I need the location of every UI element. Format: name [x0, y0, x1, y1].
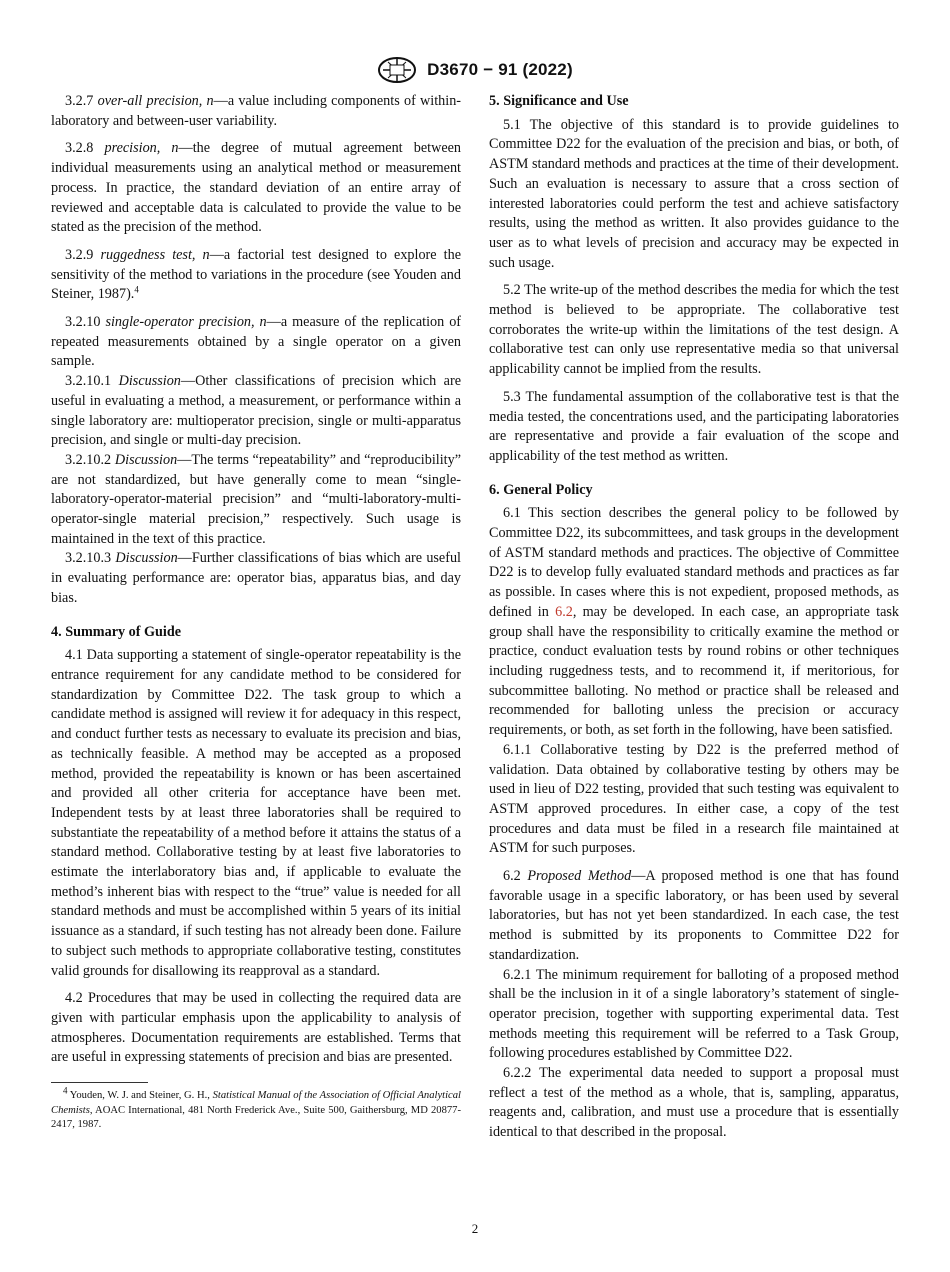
clause-text: —Other classifications of precision which are useful in evaluating a method, a measurement, or performance within a single laboratory are: multioperator precision, single or multi-apparatus precision, and single or multi-day precision.: [51, 373, 462, 449]
clause-5-2: 5.2 The write-up of the method describes the media for which the test method is believed to be appropriate. The collaborative test corroborates the write-up within the limitations of the test design. A collaborative test can only use representative media so that universal applicability cannot be implied from the results.: [489, 282, 899, 378]
footnote-4: [51, 1085, 461, 1133]
clause-3-2-10-1: [51, 372, 461, 451]
clause-3-2-10-3: [51, 549, 461, 608]
clause-3-2-10-2: [51, 451, 461, 550]
clause-3-2-9: [51, 246, 461, 305]
clause-number: 3.2.10.2: [65, 451, 112, 468]
discussion-label: Discussion: [114, 451, 178, 468]
footnote-title: Statistical Manual of the Association of Official Analytical Chemists: [51, 1090, 461, 1116]
clause-text: —Further classifications of bias which are useful in evaluating performance are: operator bias, apparatus bias, and day bias.: [51, 550, 461, 606]
clause-number: 3.2.10.1: [65, 373, 112, 390]
defined-term: single-operator precision, n: [105, 314, 267, 331]
clause-number: 6.2: [503, 868, 521, 885]
clause-4-2: 4.2 Procedures that may be used in collecting the required data are given with particular emphasis upon the applicability to analysis of atmospheres. Documentation requirements are established. Terms that are useful in expressing statements of precision and bias are presented.: [51, 990, 461, 1066]
clause-number: 3.2.9: [65, 246, 94, 263]
clause-3-2-10: [51, 313, 461, 372]
clause-6-1: [489, 504, 899, 740]
clause-text: —a measure of the replication of repeated measurements obtained by a single operator on a given sample.: [51, 314, 462, 370]
clause-text: —a value including components of within-laboratory and between-user variability.: [51, 93, 462, 129]
section-heading-6: 6. General Policy: [489, 481, 593, 498]
defined-term: precision, n: [104, 140, 179, 157]
clause-6-2: [489, 867, 899, 966]
left-column: [51, 92, 461, 1133]
clause-number: 3.2.8: [65, 140, 94, 157]
clause-4-1: 4.1 Data supporting a statement of single-operator repeatability is the entrance requirement for any candidate method to be considered for standardization by Committee D22. The task group to which a candidate method is assigned will review it for adequacy in this respect, and conduct further tests as necessary to evaluate its precision and bias, as technically feasible. A method may be accepted as a proposed method, provided the repeatability is known or has been ascertained and provided all other criteria for acceptance have been met. Independent tests by at least three laboratories shall be required to substantiate the repeatability of a method before it attains the status of a standard method. Collaborative testing by at least five laboratories to estimate the interlaboratory bias and, if applicable to evaluate the method’s inherent bias with respect to the “true” value is needed for all standard methods and must be accomplished within 5 years of its initial issuance as a standard, if such testing has not already been done. Failure to subject such methods to appropriate collaborative testing, constitutes valid grounds for disallowing its reapproval as a standard.: [51, 647, 461, 979]
defined-term: ruggedness test, n: [100, 246, 210, 263]
cross-reference-link[interactable]: 6.2: [555, 603, 573, 620]
right-column: [489, 92, 899, 1143]
page-header: [0, 56, 950, 84]
section-heading-4: 4. Summary of Guide: [51, 623, 182, 640]
footnote-reference[interactable]: 4: [134, 284, 139, 295]
clause-5-3: 5.3 The fundamental assumption of the collaborative test is that the media tested, the concentrations used, and the participating laboratories are representative and provide a fair evaluation of the scope and applicability of the test method as written.: [489, 388, 899, 464]
document-designation: D3670 − 91 (2022): [427, 60, 573, 79]
clause-text: —The terms “repeatability” and “reproducibility” are not standardized, but have generally come to mean “single-laboratory-operator-material precision” and “multi-laboratory-multi-operator-single material precision,” respectively. Such usage is maintained in the text of this practice.: [51, 451, 462, 547]
clause-text: —the degree of mutual agreement between individual measurements using an analytical method or measurement process. In practice, the standard deviation of an entire array of reviewed and acceptable data is calculated to provide the value to be stated as the precision of the method.: [51, 140, 462, 236]
footnote-number: 4: [63, 1085, 68, 1096]
clause-3-2-7: [51, 92, 461, 131]
clause-number: 3.2.10: [65, 314, 101, 331]
clause-text: —a factorial test designed to explore the sensitivity of the method to variations in the procedure (see Youden and Steiner, 1987).: [51, 246, 461, 303]
clause-5-1: 5.1 The objective of this standard is to provide guidelines to Committee D22 for the evaluation of the precision and bias, or both, of ASTM standard methods and practices at the time of their development. Such an evaluation is necessary to assure that a cross section of interested laboratories could perform the test and achieve satisfactory results, using the method as written. It also provides guidance to the user as to what levels of precision and accuracy may be expected in such usage.: [489, 116, 899, 271]
astm-logo-icon: [377, 56, 417, 84]
clause-6-2-1: 6.2.1 The minimum requirement for balloting of a proposed method shall be the inclusion in it of a single laboratory’s statement of single-operator precision, together with supporting experimental data. Test methods meeting this requirement will be referred to a Task Group, following procedures established by Committee D22.: [489, 966, 899, 1062]
clause-text: 6.1 This section describes the general policy to be followed by Committee D22, its subcommittees, and task groups in the development of ASTM standard methods and practices. The objective of Committee D22 is to develop fully evaluated standard methods and practices as far as possible. In cases where this is not expedient, proposed methods, as defined in: [489, 505, 899, 620]
defined-term: over-all precision, n: [97, 93, 214, 109]
clause-6-2-2: 6.2.2 The experimental data needed to support a proposal must reflect a test of the method as a whole, that is, sampling, apparatus, reagents and, calibration, and must use a procedure that is essentially identical to that described in the proposal.: [489, 1065, 899, 1141]
defined-term: Proposed Method: [527, 868, 632, 885]
clause-number: 3.2.10.3: [65, 550, 112, 567]
clause-number: 3.2.7: [65, 93, 94, 109]
footnote-divider: [51, 1082, 148, 1083]
clause-text: , may be developed. In each case, an appropriate task group shall have the responsibility to critically examine the method or practice, conduct evaluation tests by round robins or other techniques including ruggedness tests, and to recommend it, if meritorious, for subcommittee balloting. No method or practice shall be released and recommended for balloting unless the precision or accuracy requirements, or both, as set forth in the following, have been satisfied.: [489, 603, 900, 739]
clause-6-1-1: 6.1.1 Collaborative testing by D22 is the preferred method of validation. Data obtained by collaborative testing by others may be used in lieu of D22 testing, provided that such testing was equivalent to ASTM approved procedures. In either case, a copy of the test procedures and data must be filed in a research file maintained at ASTM for such purposes.: [489, 741, 899, 857]
section-heading-5: 5. Significance and Use: [489, 93, 629, 109]
page-number: 2: [471, 1221, 479, 1236]
clause-3-2-8: [51, 139, 461, 238]
discussion-label: Discussion: [115, 550, 178, 567]
footnote-text: , AOAC International, 481 North Frederick Ave., Suite 500, Gaithersburg, MD 20877-2417, 1987.: [51, 1104, 461, 1131]
discussion-label: Discussion: [118, 373, 181, 390]
clause-text: —A proposed method is one that has found favorable usage in a specific laboratory, or has been used by several laboratories, but has not yet been standardized. In each case, the test method is submitted by its proponents to Committee D22 for standardization.: [489, 868, 900, 963]
footnote-text: Youden, W. J. and Steiner, G. H.,: [67, 1090, 213, 1102]
